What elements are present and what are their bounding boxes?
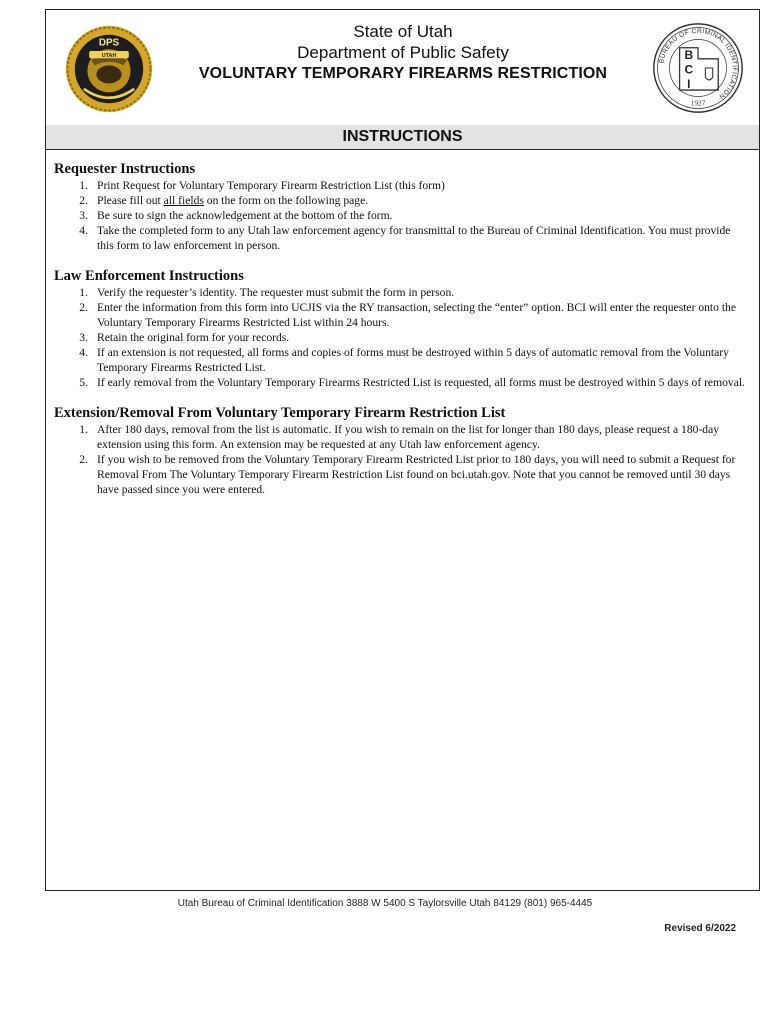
law-enforcement-section — [54, 267, 754, 390]
requester-section — [54, 160, 754, 253]
law-enforcement-heading: Law Enforcement Instructions — [54, 268, 244, 284]
list-item: 3. Be sure to sign the acknowledgement at the bottom of the form. — [79, 209, 393, 222]
svg-text:DPS: DPS — [98, 37, 120, 49]
list-item: 5. If early removal from the Voluntary Temporary Firearms Restricted List is requested, all forms must be destroyed within 5 days of removal. — [79, 376, 745, 389]
list-item: 2. If you wish to be removed from the Voluntary Temporary Firearm Restricted List prior to 180 days, you will need to submit a Request for Removal From The Voluntary Temporary Firearm Restriction List found on bci.utah.gov. Note that you cannot be removed until 30 days have passed since you were entered. — [79, 453, 736, 496]
list-item: 1. Print Request for Voluntary Temporary Firearm Restriction List (this form) — [79, 179, 445, 192]
department-title: Department of Public Safety — [297, 43, 509, 62]
form-header — [46, 10, 759, 126]
list-item: 3. Retain the original form for your records. — [79, 331, 290, 344]
list-item: 1. After 180 days, removal from the list is automatic. If you wish to remain on the list for longer than 180 days, please request a 180-day extension using this form. An extension may be requested at any Utah law enforcement agency. — [79, 423, 720, 451]
revision-date: Revised 6/2022 — [664, 923, 736, 934]
extension-removal-list — [54, 422, 754, 497]
list-item: 2. Enter the information from this form into UCJIS via the RY transaction, selecting the “enter” option. BCI will enter the requester onto the Voluntary Temporary Firearms Restricted List within 24 hours. — [79, 301, 737, 329]
requester-list — [54, 178, 754, 253]
list-item: 1. Verify the requester’s identity. The requester must submit the form in person. — [79, 286, 455, 299]
bci-seal-icon — [652, 22, 744, 114]
svg-text:1927: 1927 — [690, 98, 706, 108]
state-title: State of Utah — [353, 22, 453, 41]
requester-heading: Requester Instructions — [54, 161, 196, 177]
instructions-content — [54, 160, 754, 511]
extension-removal-heading: Extension/Removal From Voluntary Temporary Firearm Restriction List — [54, 405, 506, 421]
form-frame — [45, 9, 760, 891]
svg-text:I: I — [687, 77, 691, 92]
instructions-heading: INSTRUCTIONS — [46, 125, 759, 150]
list-item: 4. If an extension is not requested, all forms and copies of forms must be destroyed within 5 days of automatic removal from the Voluntary Temporary Firearms Restricted List. — [79, 346, 729, 374]
svg-text:C: C — [684, 62, 694, 77]
dps-seal-icon — [64, 24, 154, 114]
all-fields-emphasis: all fields — [163, 194, 204, 207]
svg-text:BUREAU OF CRIMINAL IDENTIFICAT: BUREAU OF CRIMINAL IDENTIFICATION — [658, 27, 739, 101]
form-title: VOLUNTARY TEMPORARY FIREARMS RESTRICTION — [198, 65, 608, 82]
form-title-block — [156, 21, 650, 85]
svg-text:UTAH: UTAH — [101, 52, 117, 59]
svg-text:B: B — [684, 47, 694, 62]
law-enforcement-list — [54, 285, 754, 390]
extension-removal-section — [54, 404, 754, 497]
list-item: 2. Please fill out all fields on the form on the following page. — [79, 194, 369, 207]
list-item: 4. Take the completed form to any Utah law enforcement agency for transmittal to the Bureau of Criminal Identification. You must provide this form to law enforcement in person. — [79, 224, 731, 252]
footer-address: Utah Bureau of Criminal Identification 3888 W 5400 S Taylorsville Utah 84129 (801) 965-4445 — [177, 898, 593, 909]
